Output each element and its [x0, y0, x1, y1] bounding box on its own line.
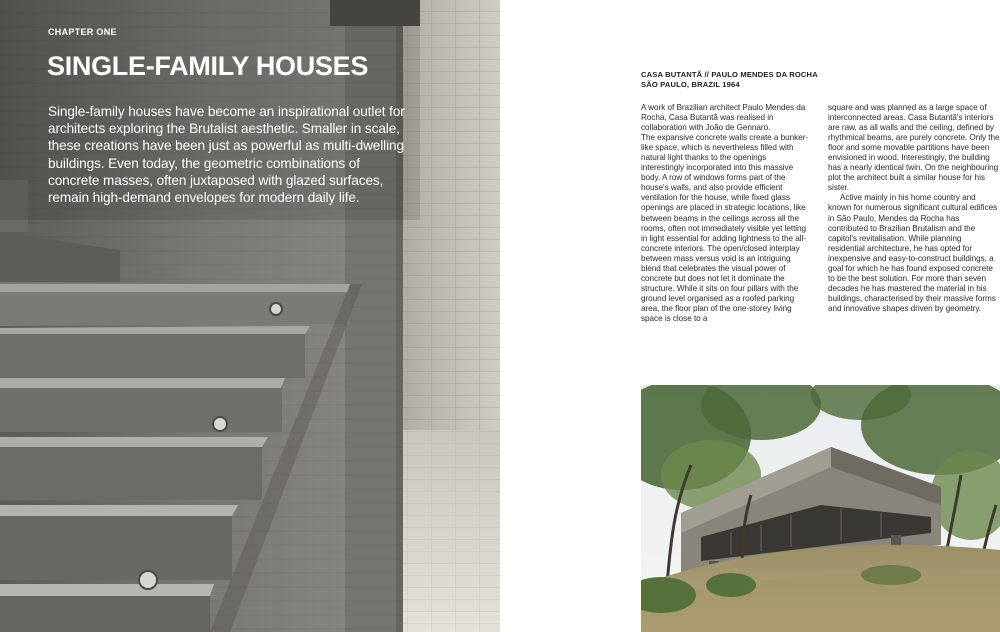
chapter-title: SINGLE-FAMILY HOUSES: [47, 51, 369, 81]
paragraph-intro: A work of Brazilian architect Paulo Mendes da Rocha, Casa Butantã was realised in collaboration with João de Gennaro.: [641, 103, 806, 133]
chapter-intro: Single-family houses have become an inspirational outlet for architects exploring the Brutalist aesthetic. Smaller in scale, these creations have been just as powerful as multi-dwelling buildings. Even today, the geometric combinations of concrete masses, often juxtaposed with glazed surfaces, remain high-demand envelopes for modern daily life.: [48, 104, 405, 206]
paragraph-body: The expansive concrete walls create a bunker-like space, which is nevertheless filled with natural light thanks to the openings interestingly incorporated into this massive body. A row of windows forms part of the house's walls, and also provide efficient ventilation for the house, while fixed glass openings are placed in strategic locations, like between beams in the ceilings across all the rooms, often not immediately visible yet letting in light essential for adding lightness to the all-concrete interiors. The open/closed interplay between mass versus void is an intriguing blend that celebrates the visual power of concrete but does not let it dominate the structure. While it sits on four pillars with the ground level organised as a roofed parking area, the floor plan of the one-storey living space is close to a: [641, 133, 809, 323]
right-page: [500, 0, 1000, 632]
chapter-label: CHAPTER ONE: [48, 27, 117, 37]
paragraph-continued: square and was planned as a large space of interconnected areas. Casa Butantã's interiors are raw, as all walls and the ceiling, defined by rhythmical beams, are purely concrete. Only the floor and some movable partitions have been envisioned in wood. Interestingly, the building has a nearly identical twin. On the neighbouring plot the architect built a similar house for his sister.: [828, 103, 1000, 193]
casa-butanta-photo: [641, 385, 1000, 632]
project-heading-title: CASA BUTANTÃ // PAULO MENDES DA ROCHA: [641, 70, 818, 79]
text-column-1: [641, 103, 811, 324]
paragraph-architect: Active mainly in his home country and known for numerous significant cultural edifices in São Paulo, Mendes da Rocha has contributed to Brazilian Brutalism and the capitol's revitalisation. While planning residential architecture, he has opted for inexpensive and easy-to-construct buildings, a goal for which he has found exposed concrete to be the best solution. For more than seven decades he has mastered the material in his buildings, characterised by their massive forms and innovative shapes driven by geometry.: [828, 193, 998, 313]
text-column-2: [828, 103, 1000, 314]
house-photo-illustration: [641, 385, 1000, 632]
project-heading-location: SÃO PAULO, BRAZIL 1964: [641, 80, 740, 90]
project-heading: [641, 70, 841, 90]
